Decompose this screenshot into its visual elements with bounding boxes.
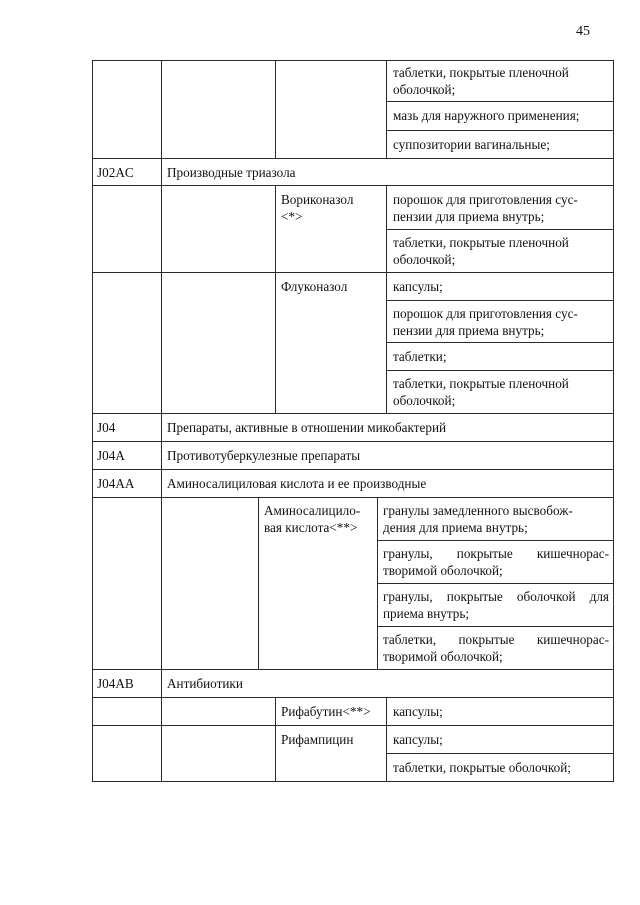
group-name: Препараты, активные в отношении микобактерий [167, 420, 447, 435]
table-line [92, 272, 614, 273]
dosage-form: капсулы; [393, 279, 443, 294]
page-number: 45 [576, 24, 590, 39]
dosage-form: капсулы; [393, 704, 443, 719]
atc-code: J02AC [97, 165, 134, 180]
dosage-form: мазь для наружного применения; [393, 108, 580, 123]
table-line [92, 441, 614, 442]
table-line [92, 781, 614, 782]
dosage-form: таблетки, покрытые пленочной [393, 235, 569, 250]
dosage-form: оболочкой; [393, 82, 456, 97]
table-line [377, 497, 378, 669]
dosage-form: капсулы; [393, 732, 443, 747]
group-name: Противотуберкулезные препараты [167, 448, 361, 463]
dosage-form: гранулы, покрытые кишечнорас- [383, 546, 609, 561]
table-line [92, 60, 93, 782]
drug-name: Рифампицин [281, 732, 354, 747]
table-line [92, 158, 614, 159]
dosage-form: гранулы, покрытые оболочкой для [383, 589, 609, 604]
table-line [377, 626, 614, 627]
table-line [92, 725, 614, 726]
table-line [386, 697, 387, 781]
table-line [386, 370, 614, 371]
dosage-form: порошок для приготовления сус- [393, 306, 578, 321]
dosage-form: пензии для приема внутрь; [393, 209, 545, 224]
dosage-form: оболочкой; [393, 393, 456, 408]
table-line [613, 60, 614, 782]
atc-code: J04 [97, 420, 116, 435]
table-line [275, 697, 276, 781]
dosage-form: творимой оболочкой; [383, 649, 503, 664]
table-line [92, 669, 614, 670]
table-line [92, 413, 614, 414]
table-line [386, 342, 614, 343]
table-line [275, 185, 276, 413]
table-line [386, 101, 614, 102]
drug-name: Вориконазол [281, 192, 354, 207]
drug-name: вая кислота<**> [264, 520, 358, 535]
table-line [258, 497, 259, 669]
dosage-form: таблетки, покрытые пленочной [393, 376, 569, 391]
drug-name: Аминосалицило- [264, 503, 361, 518]
dosage-form: гранулы замедленного высвобож- [383, 503, 573, 518]
table-line [386, 185, 387, 413]
table-line [92, 497, 614, 498]
table-line [386, 753, 614, 754]
dosage-form: дения для приема внутрь; [383, 520, 528, 535]
dosage-form: суппозитории вагинальные; [393, 137, 550, 152]
table-line [92, 469, 614, 470]
table-line [386, 60, 387, 158]
table-line [92, 697, 614, 698]
atc-code: J04AB [97, 676, 134, 691]
dosage-form: таблетки, покрытые пленочной [393, 65, 569, 80]
table-line [377, 583, 614, 584]
table-line [92, 185, 614, 186]
table-line [386, 229, 614, 230]
drug-name: Рифабутин<**> [281, 704, 371, 719]
table-line [386, 130, 614, 131]
dosage-form: приема внутрь; [383, 606, 470, 621]
atc-code: J04AA [97, 476, 135, 491]
dosage-form: оболочкой; [393, 252, 456, 267]
table-line [386, 300, 614, 301]
dosage-form: таблетки, покрытые кишечнорас- [383, 632, 609, 647]
drug-name: Флуконазол [281, 279, 348, 294]
drug-name: <*> [281, 209, 303, 224]
table-line [377, 540, 614, 541]
atc-code: J04A [97, 448, 125, 463]
dosage-form: творимой оболочкой; [383, 563, 503, 578]
table-line [275, 60, 276, 158]
dosage-form: таблетки, покрытые оболочкой; [393, 760, 571, 775]
group-name: Аминосалициловая кислота и ее производные [167, 476, 427, 491]
group-name: Антибиотики [167, 676, 243, 691]
dosage-form: пензии для приема внутрь; [393, 323, 545, 338]
table-line [161, 60, 162, 782]
dosage-form: таблетки; [393, 349, 447, 364]
table-line [92, 60, 614, 61]
group-name: Производные триазола [167, 165, 296, 180]
dosage-form: порошок для приготовления сус- [393, 192, 578, 207]
